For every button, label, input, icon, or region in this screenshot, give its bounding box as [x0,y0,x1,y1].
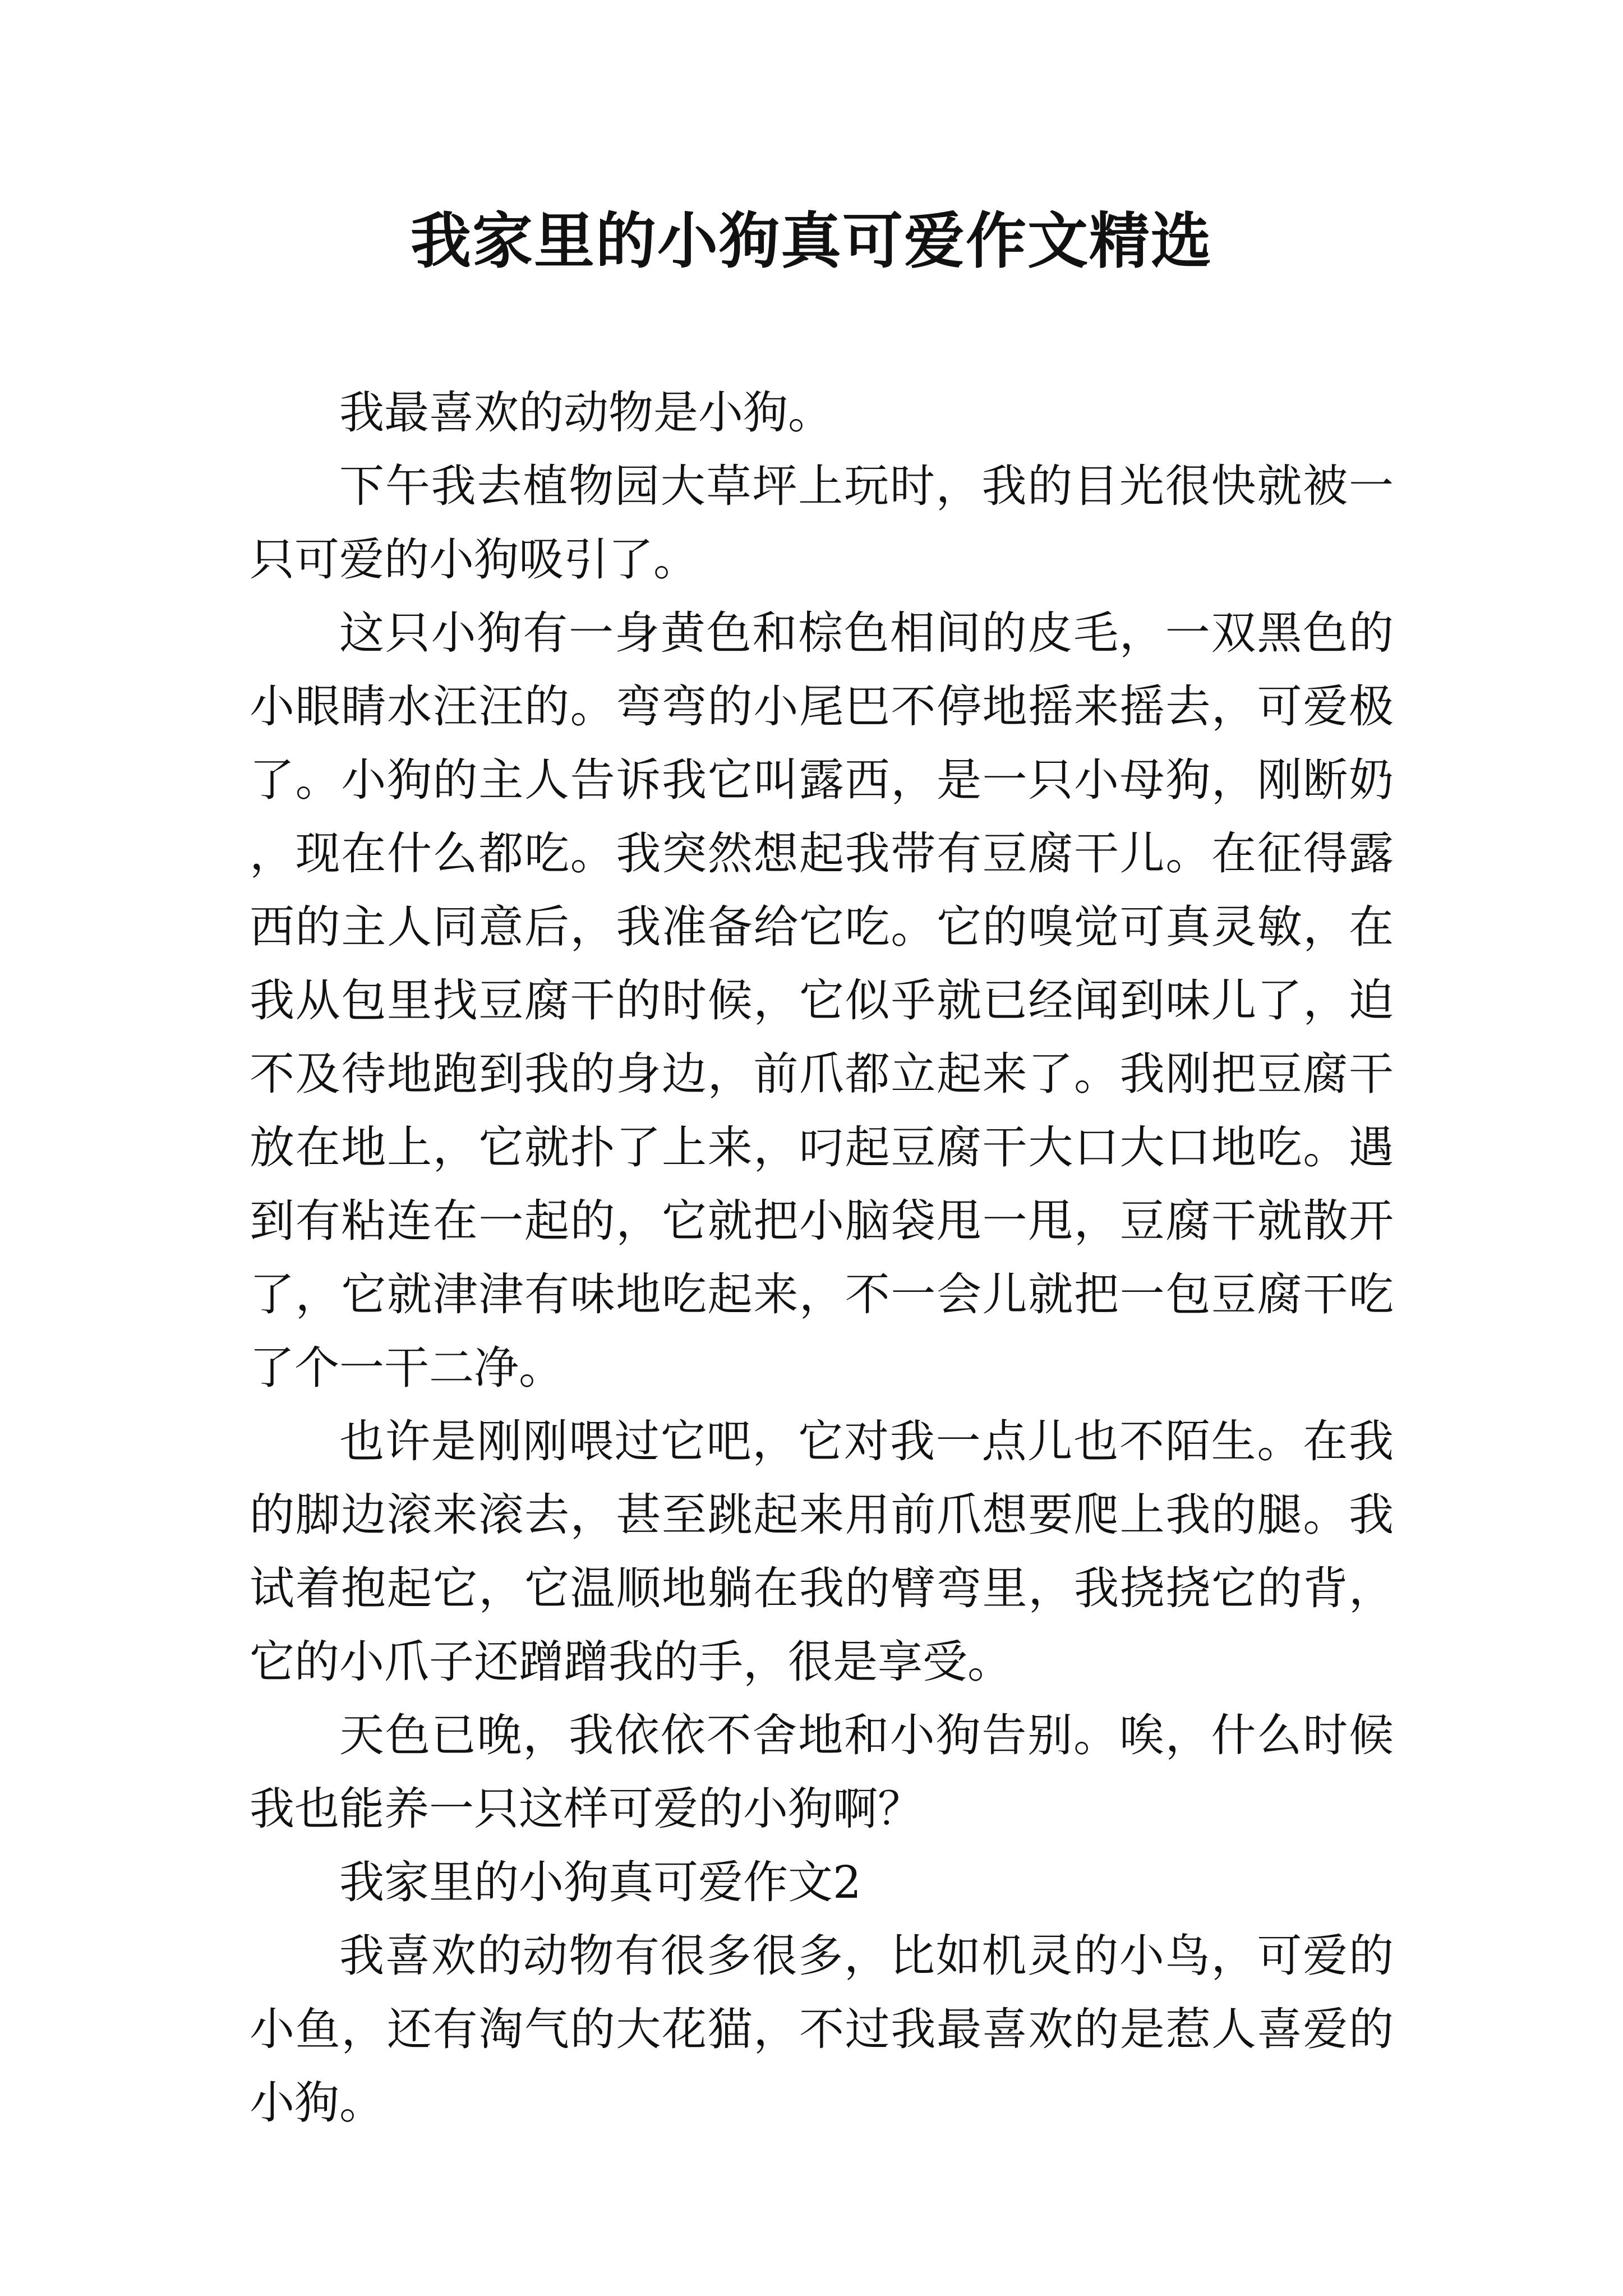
paragraph-7: 我喜欢的动物有很多很多，比如机灵的小鸟，可爱的小鱼，还有淘气的大花猫，不过我最喜欢的是惹人喜爱的小狗。 [250,1930,1394,2129]
document-title: 我家里的小狗真可爱作文精选 [410,206,1212,277]
section-heading-2: 我家里的小狗真可爱作文2 [339,1856,861,1908]
paragraph-5: 天色已晚，我依依不舍地和小狗告别。唉，什么时候我也能养一只这样可爱的小狗啊？ [250,1709,1394,1835]
paragraph-1: 我最喜欢的动物是小狗。 [339,386,833,439]
paragraph-3: 这只小狗有一身黄色和棕色相间的皮毛，一双黑色的小眼睛水汪汪的。弯弯的小尾巴不停地摇来摇去，可爱极了。小狗的主人告诉我它叫露西，是一只小母狗，刚断奶，现在什么都吃。我突然想起我带有豆腐干儿。在征得露西的主人同意后，我准备给它吃。它的嗅觉可真灵敏，在我从包里找豆腐干的时候，它似乎就已经闻到味儿了，迫不及待地跑到我的身边，前爪都立起来了。我刚把豆腐干放在地上，它就扑了上来，叼起豆腐干大口大口地吃。遇到有粘连在一起的，它就把小脑袋甩一甩，豆腐干就散开了，它就津津有味地吃起来，不一会儿就把一包豆腐干吃了个一干二净。 [250,607,1394,1394]
document-body [250,376,1394,2139]
paragraph-4: 也许是刚刚喂过它吧，它对我一点儿也不陌生。在我的脚边滚来滚去，甚至跳起来用前爪想要爬上我的腿。我试着抱起它，它温顺地躺在我的臂弯里，我挠挠它的背，它的小爪子还蹭蹭我的手，很是享受。 [250,1415,1394,1688]
paragraph-2: 下午我去植物园大草坪上玩时，我的目光很快就被一只可爱的小狗吸引了。 [250,460,1394,586]
